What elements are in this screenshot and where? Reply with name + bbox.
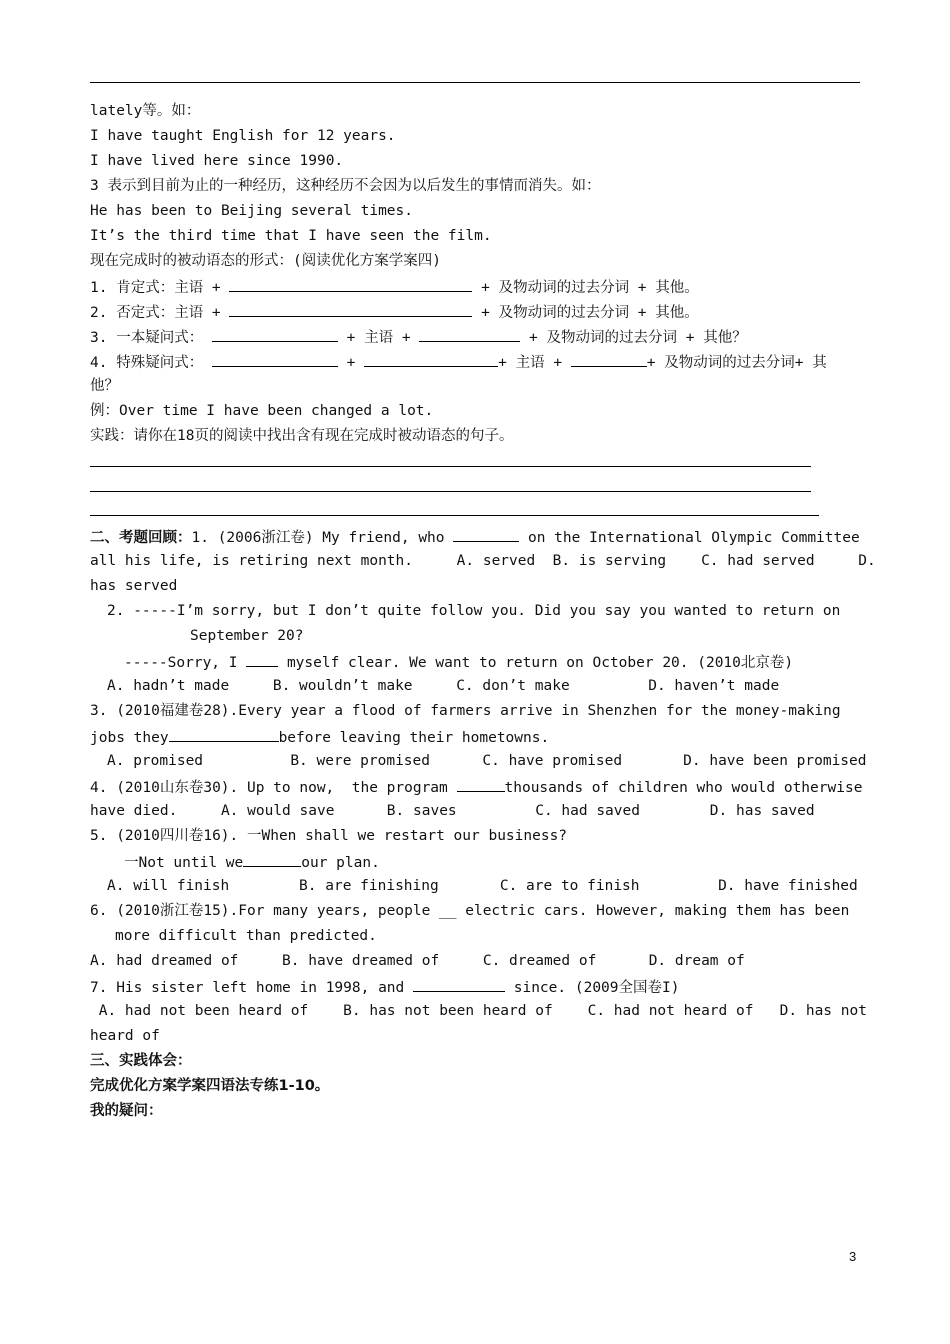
- answer-blank[interactable]: [212, 327, 338, 342]
- answer-blank[interactable]: [571, 352, 647, 367]
- question-2: September 20?: [190, 628, 304, 644]
- question-1-options: has served: [90, 578, 178, 594]
- question-5: 5. (2010四川卷16). 一When shall we restart our business?: [90, 828, 568, 844]
- answer-blank[interactable]: [457, 777, 505, 792]
- practice-prompt: 实践：请你在18页的阅读中找出含有现在完成时被动语态的句子。: [90, 428, 514, 444]
- example-sentence: It’s the third time that I have seen the film.: [90, 228, 492, 244]
- form-special-question: 4. 特殊疑问式： + + 主语 + + 及物动词的过去分词+ 其: [90, 352, 827, 372]
- answer-line[interactable]: [90, 466, 811, 467]
- text-line: 他？: [90, 378, 119, 394]
- answer-blank[interactable]: [229, 277, 472, 292]
- question-7-options: heard of: [90, 1028, 160, 1044]
- header-rule: [90, 82, 860, 83]
- text-line: 现在完成时的被动语态的形式：(阅读优化方案学案四): [90, 253, 441, 269]
- example-sentence: I have lived here since 1990.: [90, 153, 344, 169]
- answer-blank[interactable]: [212, 352, 338, 367]
- question-7: 7. His sister left home in 1998, and since. (2009全国卷I): [90, 977, 679, 997]
- section-heading: 二、考题回顾：: [90, 530, 192, 546]
- section-heading: 三、实践体会：: [90, 1053, 192, 1069]
- answer-blank[interactable]: [246, 652, 278, 667]
- question-2-options: A. hadn’t made B. wouldn’t make C. don’t make D. haven’t made: [107, 678, 780, 694]
- question-4-options: have died. A. would save B. saves C. had saved D. has saved: [90, 803, 815, 819]
- example-sentence: I have taught English for 12 years.: [90, 128, 396, 144]
- answer-blank[interactable]: [364, 352, 498, 367]
- question-5-options: A. will finish B. are finishing C. are to finish D. have finished: [107, 878, 858, 894]
- question-7-options: A. had not been heard of B. has not been heard of C. had not heard of D. has not: [90, 1003, 867, 1019]
- form-general-question: 3. 一本疑问式： + 主语 + + 及物动词的过去分词 + 其他？: [90, 327, 747, 347]
- answer-blank[interactable]: [229, 302, 472, 317]
- task-line: 完成优化方案学案四语法专练1-10。: [90, 1078, 330, 1094]
- question-6-options: A. had dreamed of B. have dreamed of C. dreamed of D. dream of: [90, 953, 745, 969]
- text-line: 3 表示到目前为止的一种经历，这种经历不会因为以后发生的事情而消失。如：: [90, 178, 601, 194]
- question-3-options: A. promised B. were promised C. have promised D. have been promised: [107, 753, 867, 769]
- question-6: 6. (2010浙江卷15).For many years, people __ electric cars. However, making them has been: [90, 903, 850, 919]
- question-1-options: all his life, is retiring next month. A. served B. is serving C. had served D.: [90, 553, 876, 569]
- question-3: 3. (2010福建卷28).Every year a flood of farmers arrive in Shenzhen for the money-making: [90, 703, 841, 719]
- question-line: 我的疑问：: [90, 1103, 163, 1119]
- answer-line[interactable]: [90, 515, 819, 516]
- answer-blank[interactable]: [243, 852, 301, 867]
- answer-blank[interactable]: [453, 527, 519, 542]
- text-line: lately等。如：: [90, 103, 201, 119]
- answer-blank[interactable]: [169, 727, 279, 742]
- question-2-reply: -----Sorry, I myself clear. We want to return on October 20. (2010北京卷): [124, 652, 793, 672]
- answer-line[interactable]: [90, 491, 811, 492]
- question-2: 2. -----I’m sorry, but I don’t quite follow you. Did you say you wanted to return on: [107, 603, 841, 619]
- question-4: 4. (2010山东卷30). Up to now, the program thousands of children who would otherwise: [90, 777, 862, 797]
- form-affirmative: 1. 肯定式：主语 + + 及物动词的过去分词 + 其他。: [90, 277, 699, 297]
- form-negative: 2. 否定式：主语 + + 及物动词的过去分词 + 其他。: [90, 302, 699, 322]
- question-5-reply: 一Not until we our plan.: [124, 852, 380, 872]
- example-sentence: He has been to Beijing several times.: [90, 203, 414, 219]
- page-number: 3: [849, 1249, 857, 1264]
- answer-blank[interactable]: [413, 977, 505, 992]
- question-1: 二、考题回顾：1. (2006浙江卷) My friend, who on the International Olympic Committee: [90, 527, 860, 547]
- answer-blank[interactable]: [419, 327, 520, 342]
- question-6: more difficult than predicted.: [115, 928, 377, 944]
- question-3: jobs they before leaving their hometowns.: [90, 727, 549, 747]
- example-sentence: 例：Over time I have been changed a lot.: [90, 403, 434, 419]
